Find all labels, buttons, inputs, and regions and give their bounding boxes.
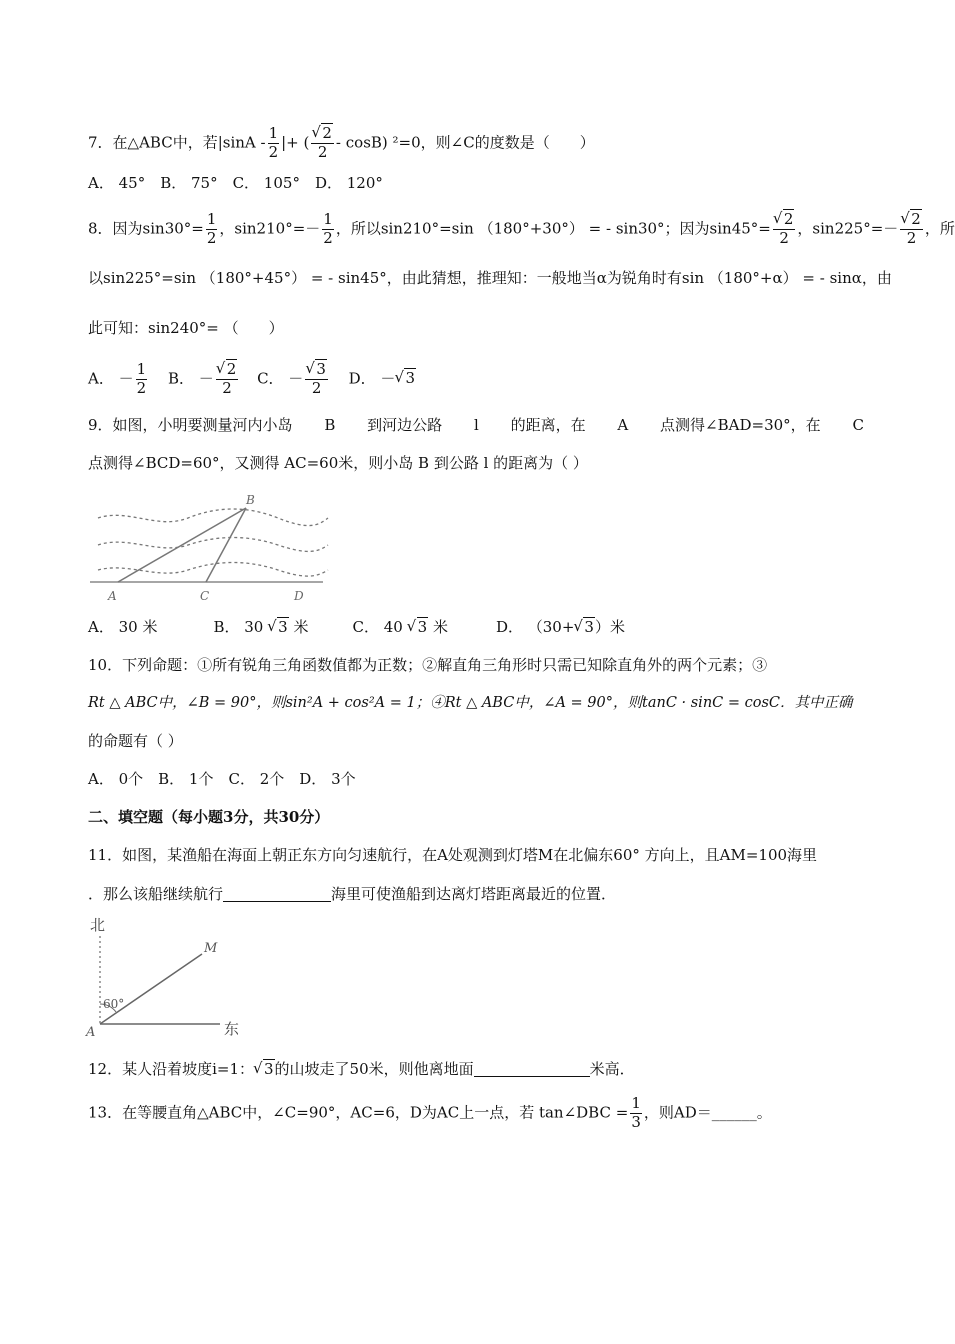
segment-AM xyxy=(100,954,202,1024)
q9-line2: 点测得∠BCD=60°，又测得 AC=60米，则小岛 B 到公路 l 的距离为（ ） xyxy=(88,454,588,472)
q11-line1: 11．如图，某渔船在海面上朝正东方向匀速航行，在A处观测到灯塔M在北偏东60° 方向上，且AM=100海里 xyxy=(88,846,818,864)
svg-text:C: C xyxy=(200,589,210,603)
q9-options: A． 30 米 B． 30 √ 3 米 C． 40 √ 3 米 D． （30+√ 3）米 xyxy=(88,620,625,635)
q8-line3: 此可知：sin240°= （ ） xyxy=(88,319,284,337)
q11-answer-blank[interactable] xyxy=(223,886,331,902)
q7-stem-a: 7．在△ABC中，若|sinA - xyxy=(88,133,266,152)
svg-text:D: D xyxy=(294,589,304,603)
q7-options: A． 45° B． 75° C． 105° D． 120° xyxy=(88,174,383,192)
svg-text:A: A xyxy=(86,1025,96,1040)
q7-line: 7．在△ABC中，若|sinA - $\frac{1}{2}$ |+ ( √ $\frac{2}{2}$ - cosB) ²=0，则∠C的度数是（ ） xyxy=(88,126,595,161)
svg-text:60°: 60° xyxy=(103,997,125,1011)
q10-line3: 的命题有（ ） xyxy=(88,732,183,750)
q8-options: A． － $\frac{1}{2}$ B． － √ $\frac{2}{2}$ C． － √ $\frac{3}{2}$ D． －√ 3 xyxy=(88,362,416,397)
svg-text:M: M xyxy=(204,941,218,956)
q8-line1: 8．因为sin30°= $\frac{1}{2}$ ，sin210°=－ $\frac{1}{2}$ ，所以sin210°=sin （180°+30°） = - sin30°；因为sin45°= √ $\frac{2}{2}$ ，sin225°=－ √ $\frac{2}{2}$ ，所 xyxy=(88,212,955,247)
q10-options: A． 0个 B． 1个 C． 2个 D． 3个 xyxy=(88,770,356,788)
q8-line2: 以sin225°=sin （180°+45°） = - sin45°，由此猜想，推理知：一般地当α为锐角时有sin （180°+α） = - sinα，由 xyxy=(88,269,892,287)
river-wave-2 xyxy=(98,538,328,552)
svg-text:B: B xyxy=(246,493,255,507)
svg-text:A: A xyxy=(108,589,117,603)
svg-text:东: 东 xyxy=(224,1020,240,1038)
section-2-heading: 二、填空题（每小题3分，共30分） xyxy=(88,808,330,826)
q10-line1: 10．下列命题：①所有锐角三角函数值都为正数；②解直角三角形时只需已知除直角外的两个元素；③ xyxy=(88,656,768,674)
river-wave-1 xyxy=(98,509,328,526)
q12-line: 12．某人沿着坡度i=1：√ 3的山坡走了50米，则他离地面 米高． xyxy=(88,1061,635,1077)
q11-line2: ．那么该船继续航行 海里可使渔船到达离灯塔距离最近的位置． xyxy=(88,885,617,903)
q7-fraction-half: $\frac{1}{2}$ xyxy=(268,124,279,161)
q7-fraction-root2: √ $\frac{2}{2}$ xyxy=(311,126,334,161)
svg-text:北: 北 xyxy=(90,916,106,934)
q11-bearing-figure xyxy=(84,912,254,1038)
q12-answer-blank[interactable] xyxy=(474,1061,590,1077)
q9-river-figure xyxy=(88,490,338,605)
q10-line2: Rt △ ABC中，∠B = 90°，则sin²A + cos²A = 1；④Rt △ ABC中，∠A = 90°，则tanC · sinC = cosC．其中正确 xyxy=(88,695,853,711)
q13-line: 13．在等腰直角△ABC中，∠C=90°，AC=6，D为AC上一点，若 tan∠DBC = $\frac{1}{3}$ ，则AD＝______。 xyxy=(88,1094,772,1131)
q9-line1: 9．如图，小明要测量河内小岛 B 到河边公路 l 的距离，在 A 点测得∠BAD=30°，在 C xyxy=(88,416,864,434)
